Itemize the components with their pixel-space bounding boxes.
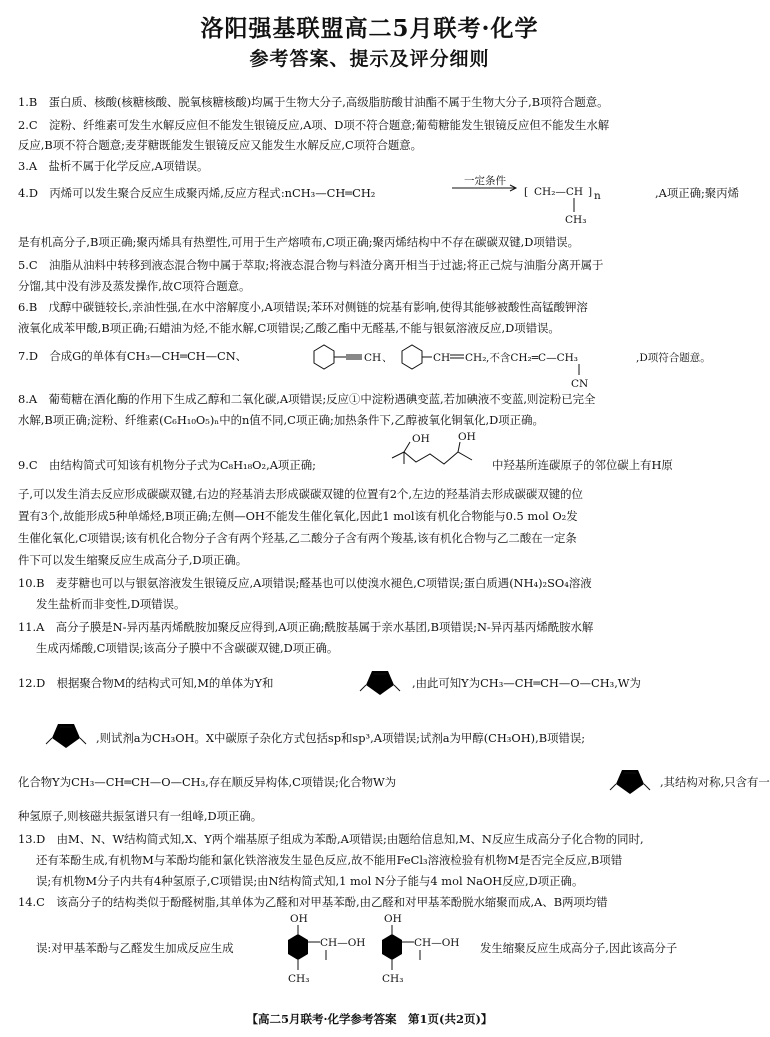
anhydride-w-structure [44,712,96,754]
methyl-group: CH₃ [565,214,587,226]
polypropylene-equation [448,176,653,230]
answer-line: 11.A 高分子膜是N-异丙基丙烯酰胺加聚反应得到,A项正确;酰胺基属于亲水基团,B项错误;N-异丙基丙烯酰胺水解 [18,620,594,634]
polymer-unit: CH₂—CH [534,186,584,198]
answer-line: 子,可以发生消去反应形成碳碳双键,右边的羟基消去形成碳碳双键的位置有2个,左边的羟基消去形成碳碳双键的位 [18,487,583,501]
answer-line: 1.B 蛋白质、核酸(核糖核酸、脱氧核糖核酸)均属于生物大分子,高级脂肪酸甘油酯不属于生物大分子,B项符合题意。 [18,95,609,109]
reaction-condition: 一定条件 [464,175,506,187]
answer-line: 置有3个,故能形成5种单烯烃,B项正确;左侧—OH不能发生催化氧化,因此1 mol该有机化合物能与0.5 mol O₂发 [18,509,578,523]
diol-skeletal-structure [386,430,490,488]
answer-line: 6.B 戊醇中碳链较长,亲油性强,在水中溶解度小,A项错误;苯环对侧链的烷基有影响,使得其能够被酸性高锰酸钾溶 [18,300,588,314]
q7-vinyl-ch2: CH₂ [465,352,487,364]
q7-end-text: ,D项符合题意。 [636,352,711,364]
page-footer: 【高二5月联考·化学参考答案 第1页(共2页)】 [246,1012,493,1026]
answer-line: 发生缩聚反应生成高分子,因此该高分子 [480,941,678,955]
methyl-1: CH₃ [288,973,310,985]
answer-line: 件下可以发生缩聚反应生成高分子,D项正确。 [18,553,248,567]
q7-monomers [302,333,722,391]
q7-alkyne-ch: CH [364,352,382,364]
answer-line: ,A项正确;聚丙烯 [655,186,740,200]
answer-line: 14.C 该高分子的结构类似于酚醛树脂,其单体为乙醛和对甲基苯酚,由乙醛和对甲基苯酚脱水缩聚而成,A、B两项均错 [18,895,608,909]
carbinol-1: CH—OH [320,937,366,949]
answer-line: 5.C 油脂从油料中转移到液态混合物中属于萃取;将液态混合物与料渣分离开相当于过滤;将正己烷与油脂分离开属于 [18,258,604,272]
methyl-2: CH₃ [382,973,404,985]
answer-line: ,则试剂a为CH₃OH。X中碳原子杂化方式包括sp和sp³,A项错误;试剂a为甲醇(CH₃OH),B项错误; [96,731,586,745]
answer-line: 液氧化成苯甲酸,B项正确;石蜡油为烃,不能水解,C项错误;乙酸乙酯中无醛基,不能与银氨溶液反应,D项错误。 [18,321,560,335]
answer-line: 误:对甲基苯酚与乙醛发生加成反应生成 [36,941,234,955]
svg-text:[: [ [524,186,529,198]
phenol-oh-2: OH [384,913,402,925]
phenol-oh-1: OH [290,913,308,925]
answer-line: 10.B 麦芽糖也可以与银氨溶液发生银镜反应,A项错误;醛基也可以使溴水褪色,C项错误;蛋白质遇(NH₄)₂SO₄溶液 [18,576,592,590]
answer-line: 7.D 合成G的单体有CH₃—CH═CH—CN、 [18,349,248,363]
anhydride-w-structure-2 [608,758,658,800]
answer-line: 中羟基所连碳原子的邻位碳上有H原 [492,458,673,472]
svg-text:]: ] [588,186,593,198]
answer-line: 2.C 淀粉、纤维素可发生水解反应但不能发生银镜反应,A项、D项不符合题意;葡萄糖能发生银镜反应但不能发生水解 [18,118,610,132]
answer-line: 水解,B项正确;淀粉、纤维素(C₆H₁₀O₅)ₙ中的n值不同,C项正确;加热条件下,乙醇被氧化铜氧化,D项正确。 [18,413,544,427]
q7-nitrile: CN [571,378,589,390]
answer-line: 13.D 由M、N、W结构简式知,X、Y两个端基原子组成为苯酚,A项错误;由题给信息知,M、N反应生成高分子化合物的同时, [18,832,644,846]
answer-line: 反应,B项不符合题意;麦芽糖既能发生银镜反应又能发生水解反应,C项符合题意。 [18,138,423,152]
maleic-anhydride-structure [358,659,410,701]
polymer-n: n [594,190,601,202]
hydroxyl-right: OH [458,431,476,443]
answer-line: 误;有机物M分子内共有4种氢原子,C项错误;由N结构简式知,1 mol N分子能与4 mol NaOH反应,D项正确。 [36,874,584,888]
hydroxyalkylphenol-structures [284,912,480,998]
answer-line: 3.A 盐析不属于化学反应,A项错误。 [18,159,209,173]
page-title: 洛阳强基联盟高二5月联考·化学 [200,15,539,42]
answer-line: 9.C 由结构简式可知该有机物分子式为C₈H₁₈O₂,A项正确; [18,458,316,472]
q7-vinyl-ch: CH [433,352,451,364]
answer-line: 8.A 葡萄糖在酒化酶的作用下生成乙醇和二氧化碳,A项错误;反应①中淀粉遇碘变蓝,若加碘液不变蓝,则淀粉已完全 [18,392,596,406]
answer-line: 分馏,其中没有涉及蒸发操作,故C项符合题意。 [18,279,251,293]
answer-line: 生催化氧化,C项错误;该有机化合物分子含有两个羟基,乙二酸分子含有两个羧基,该有机化合物与乙二酸在一定条 [18,531,577,545]
answer-line: ,由此可知Y为CH₃—CH═CH—O—CH₃,W为 [412,676,641,690]
answer-line: 12.D 根据聚合物M的结构式可知,M的单体为Y和 [18,676,274,690]
svg-text:、: 、 [382,352,393,364]
carbinol-2: CH—OH [414,937,460,949]
hydroxyl-left: OH [412,433,430,445]
page-subtitle: 参考答案、提示及评分细则 [249,48,490,70]
answer-line: 种氢原子,则核磁共振氢谱只有一组峰,D项正确。 [18,809,263,823]
answer-line: 是有机高分子,B项正确;聚丙烯具有热塑性,可用于生产熔喷布,C项正确;聚丙烯结构中不存在碳碳双键,D项错误。 [18,235,579,249]
answer-line: ,其结构对称,只含有一 [660,775,770,789]
q7-not-text: ,不含CH₂═C—CH₃ [486,352,578,364]
answer-line: 4.D 丙烯可以发生聚合反应生成聚丙烯,反应方程式:nCH₃—CH═CH₂ [18,186,376,200]
answer-line: 还有苯酚生成,有机物M与苯酚均能和氯化铁溶液发生显色反应,故不能用FeCl₃溶液检验有机物M是否完全反应,B项错 [36,853,623,867]
answer-line: 化合物Y为CH₃—CH═CH—O—CH₃,存在顺反异构体,C项错误;化合物W为 [18,775,397,789]
answer-line: 生成丙烯酸,C项错误;该高分子膜中不含碳碳双键,D项正确。 [36,641,339,655]
answer-line: 发生盐析而非变性,D项错误。 [36,597,186,611]
